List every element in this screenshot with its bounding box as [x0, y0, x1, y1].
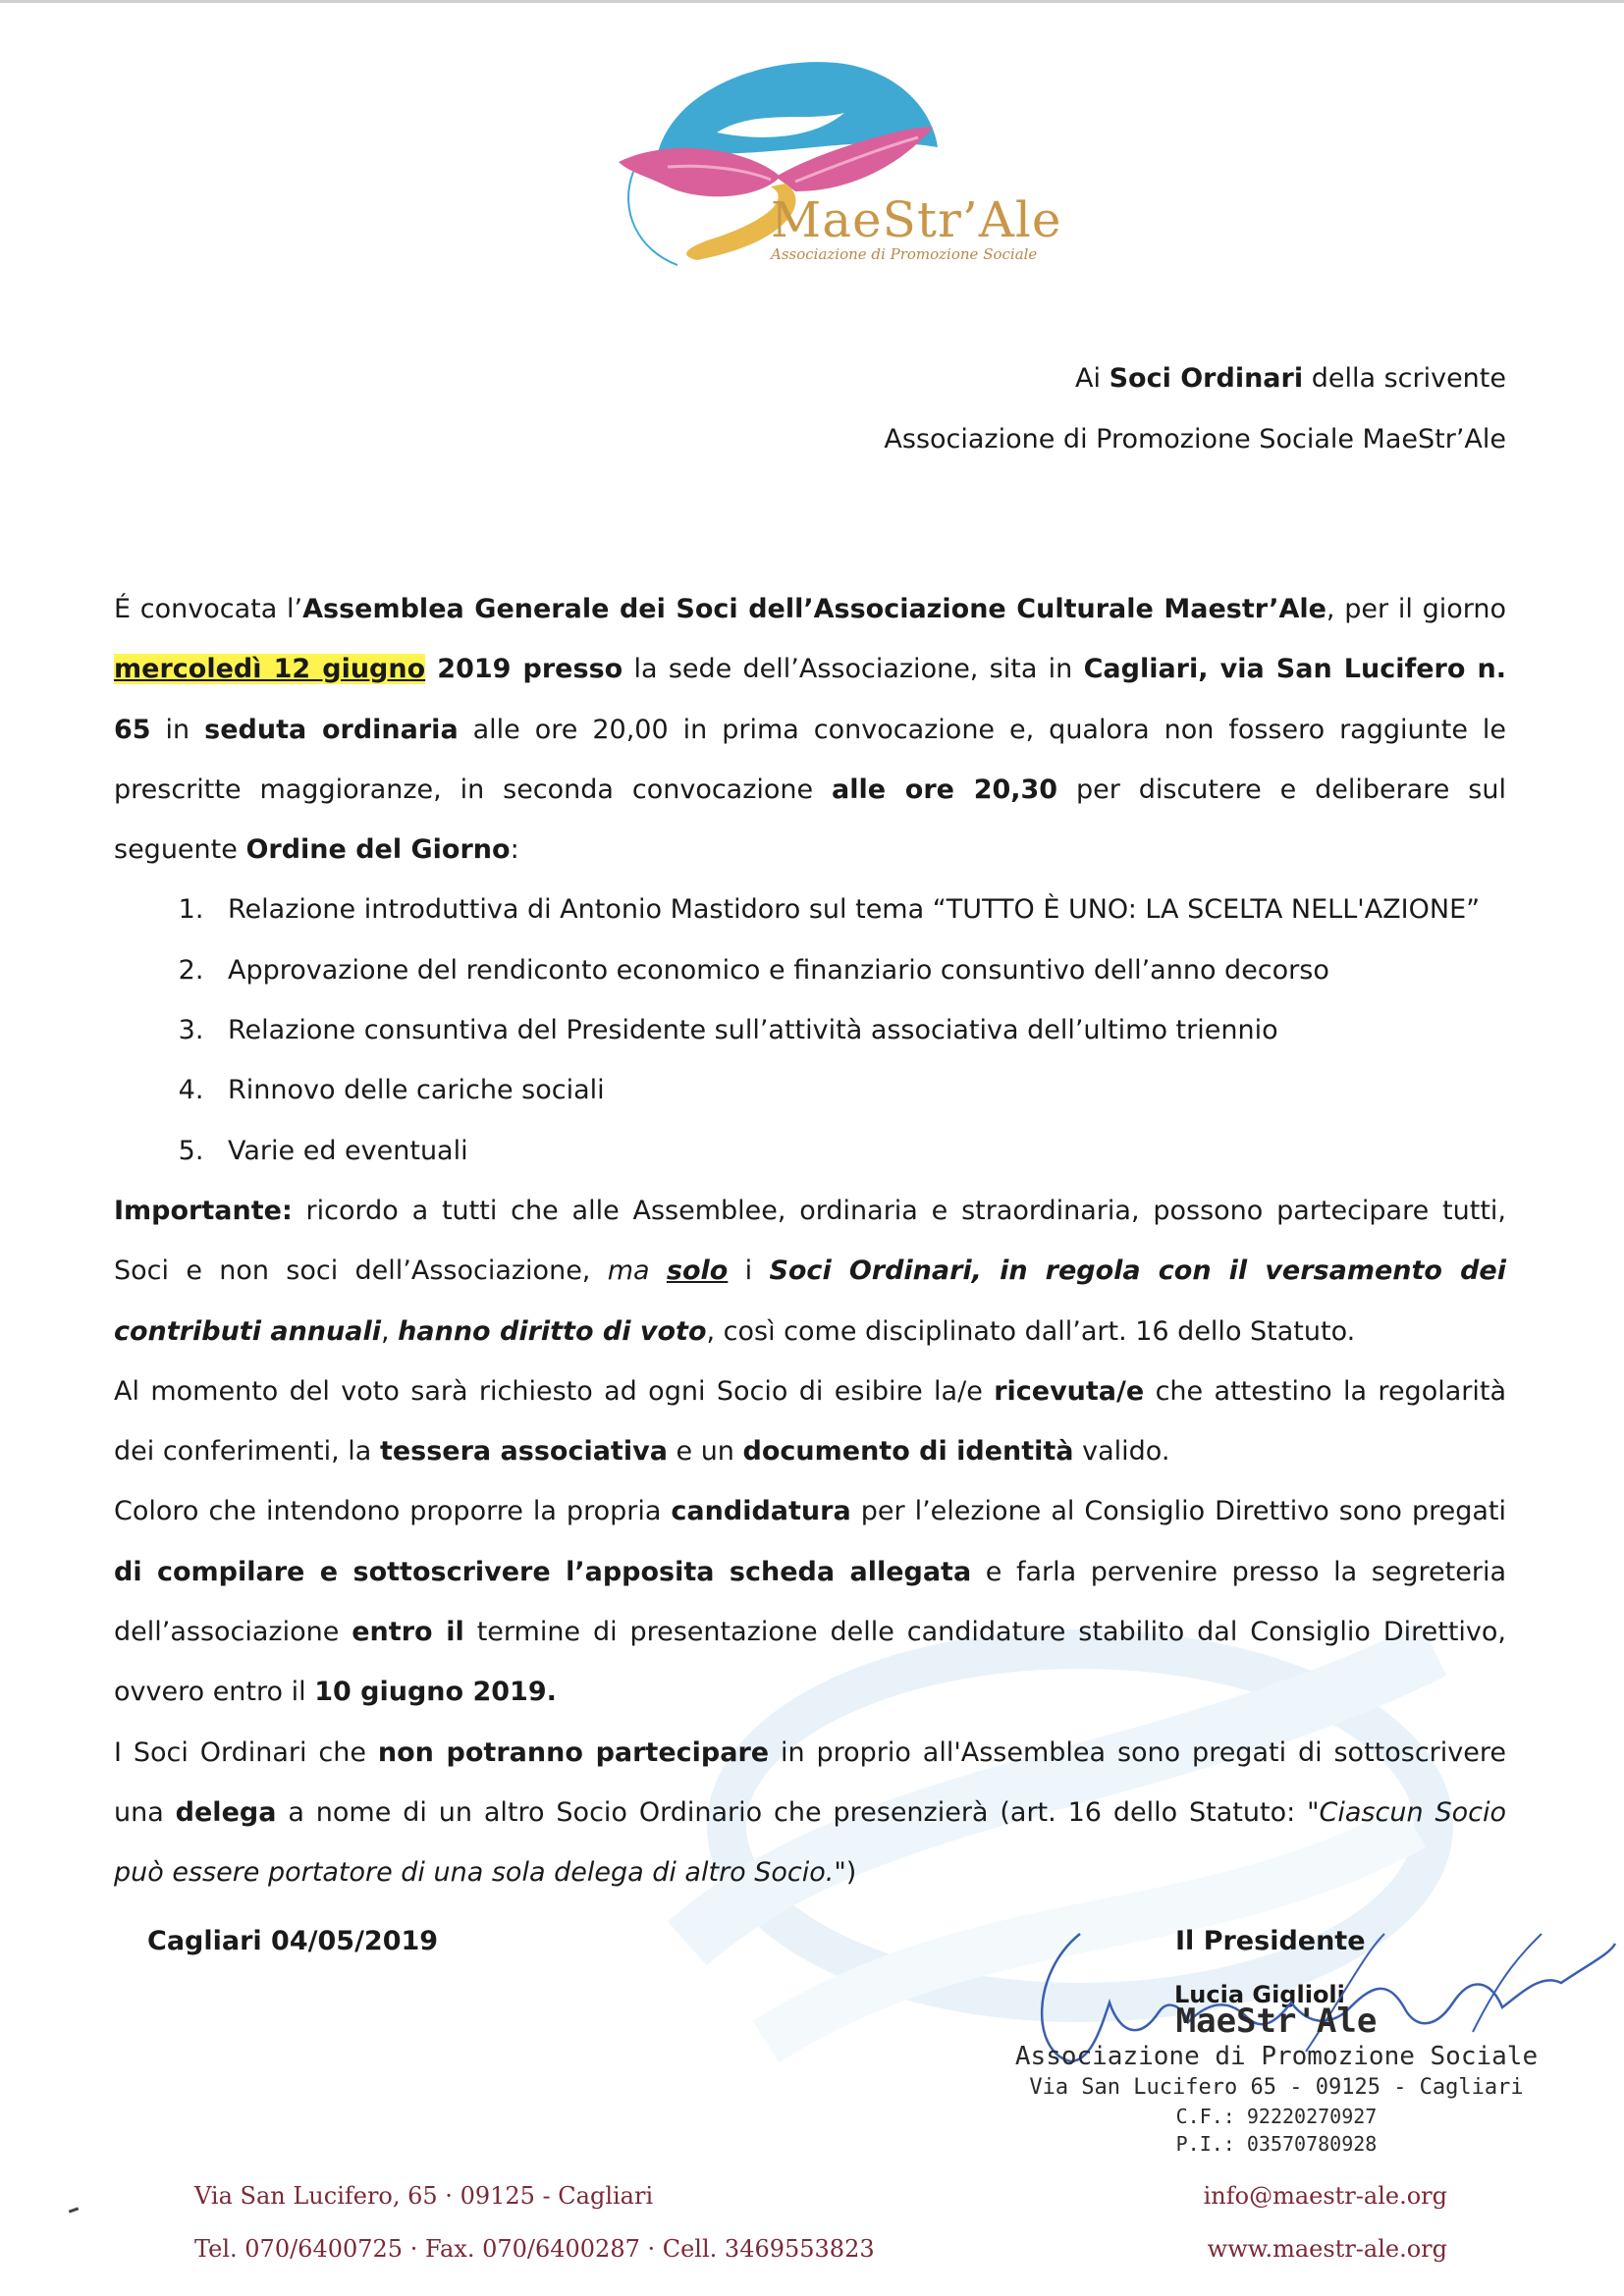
candidacy-text: per l’elezione al Consiglio Direttivo sono pregati	[850, 1496, 1507, 1527]
candidacy-bold: 10 giugno 2019.	[314, 1677, 557, 1708]
important-bold-italic: Soci Ordinari, in regola con il versamento dei contributi annuali	[114, 1255, 1506, 1347]
intro-text: in	[150, 714, 205, 745]
intro-text: la sede dell’Associazione, sita in	[623, 654, 1084, 685]
agenda-item: 2. Approvazione del rendiconto economico e finanziario consuntivo dell’anno decorso	[212, 940, 1506, 1000]
stamp-line-4: P.I.: 03570780928	[1175, 2132, 1378, 2156]
letter-body	[114, 579, 1506, 1903]
addressee-block	[884, 348, 1506, 470]
important-text: , così come disciplinato dall’art. 16 dello Statuto.	[706, 1315, 1356, 1347]
important-text: i	[728, 1255, 770, 1287]
addressee-bold: Soci Ordinari	[1109, 363, 1304, 394]
intro-text: :	[510, 834, 519, 866]
scan-mark	[69, 2207, 79, 2213]
intro-bold: Ordine del Giorno	[245, 834, 511, 866]
agenda-list	[114, 880, 1506, 1180]
intro-paragraph	[114, 579, 1506, 880]
important-label: Importante:	[114, 1195, 293, 1226]
stamp-line-2: Via San Lucifero 65 - 09125 - Cagliari	[1029, 2075, 1524, 2100]
addressee-line-2: Associazione di Promozione Sociale MaeStr’Ale	[884, 424, 1506, 454]
intro-text: alle ore 20,00 in prima convocazione e, qualora non fossero raggiunte le prescritte maggioranze, in seconda convocazione	[114, 714, 1507, 805]
candidacy-paragraph	[114, 1481, 1506, 1722]
candidacy-bold: di compilare e sottoscrivere l’apposita scheda allegata	[114, 1556, 972, 1587]
vote-bold: tessera associativa	[379, 1436, 668, 1468]
addressee-line-1	[884, 348, 1506, 409]
footer-email: info@maestr-ale.org	[1203, 2182, 1447, 2210]
letter-date: Cagliari 04/05/2019	[147, 1926, 439, 1956]
intro-bold: Cagliari, via San Lucifero n. 65	[114, 654, 1507, 745]
highlighted-date: mercoledì 12 giugno	[114, 654, 426, 685]
proxy-text: in proprio all'Assemblea sono pregati di sottoscrivere una	[114, 1736, 1506, 1828]
president-name: Lucia Giglioli	[1174, 1981, 1345, 2008]
vote-text: che attestino la regolarità dei conferimenti, la	[114, 1375, 1506, 1468]
vote-text: e un	[667, 1436, 743, 1468]
proxy-bold: delega	[175, 1796, 277, 1828]
logo-subtitle: Associazione di Promozione Sociale	[771, 245, 1038, 263]
candidacy-text: termine di presentazione delle candidature stabilito dal Consiglio Direttivo, ovvero entro il	[114, 1617, 1506, 1708]
important-text: ricordo a tutti che alle Assemblee, ordinaria e straordinaria, possono partecipare tutti, Soci e non soci dell’Associazione,	[114, 1195, 1506, 1287]
intro-bold: alle ore 20,30	[832, 774, 1058, 805]
important-italic: ma	[607, 1255, 650, 1287]
addressee-suffix: della scrivente	[1303, 363, 1506, 394]
footer-address: Via San Lucifero, 65 · 09125 - Cagliari	[194, 2182, 654, 2210]
footer-website: www.maestr-ale.org	[1207, 2235, 1447, 2263]
agenda-item: 4. Rinnovo delle cariche sociali	[212, 1060, 1506, 1120]
proxy-text: a nome di un altro Socio Ordinario che presenzierà (art. 16 dello Statuto: "	[276, 1796, 1320, 1828]
important-underlined: solo	[666, 1255, 729, 1287]
agenda-item: 1. Relazione introduttiva di Antonio Mastidoro sul tema “TUTTO È UNO: LA SCELTA NELL'AZIONE”	[212, 880, 1506, 939]
agenda-item: 5. Varie ed eventuali	[212, 1121, 1506, 1181]
important-paragraph	[114, 1181, 1506, 1362]
proxy-paragraph	[114, 1723, 1506, 1903]
vote-text: valido.	[1073, 1436, 1170, 1468]
agenda-item: 3. Relazione consuntiva del Presidente sull’attività associativa dell’ultimo triennio	[212, 1000, 1506, 1060]
association-stamp	[1001, 2002, 1551, 2158]
intro-bold: Assemblea Generale dei Soci dell’Associazione Culturale Maestr’Ale	[302, 594, 1326, 624]
intro-text: , per il giorno	[1326, 594, 1506, 624]
vote-paragraph	[114, 1362, 1506, 1482]
candidacy-text: e farla pervenire presso la segreteria dell’associazione	[114, 1556, 1506, 1648]
vote-bold: documento di identità	[742, 1436, 1074, 1468]
proxy-text: ")	[834, 1857, 857, 1889]
logo-name: MaeStr’Ale	[771, 191, 1062, 248]
proxy-bold: non potranno partecipare	[377, 1736, 770, 1768]
vote-text: Al momento del voto sarà richiesto ad ogni Socio di esibire la/e	[114, 1375, 995, 1407]
president-title: Il Presidente	[1175, 1926, 1366, 1956]
scan-top-edge	[0, 0, 1624, 3]
intro-bold: 2019 presso	[425, 654, 623, 685]
candidacy-text: Coloro che intendono proporre la propria	[114, 1496, 672, 1527]
stamp-line-3: C.F.: 92220270927	[1175, 2105, 1378, 2128]
addressee-prefix: Ai	[1075, 363, 1110, 394]
intro-text: per discutere e deliberare sul seguente	[114, 774, 1506, 866]
proxy-quote: Ciascun Socio può essere portatore di una sola delega di altro Socio.	[114, 1796, 1506, 1889]
footer-contacts	[194, 2169, 875, 2275]
important-bold-italic: hanno diritto di voto	[398, 1315, 707, 1347]
candidacy-bold: entro il	[352, 1617, 464, 1648]
stamp-line-1: Associazione di Promozione Sociale	[1014, 2042, 1539, 2071]
candidacy-bold: candidatura	[671, 1496, 851, 1527]
intro-text: É convocata l’	[114, 594, 303, 624]
footer-web	[1204, 2169, 1447, 2275]
stamp-name: MaeStr'Ale	[1175, 2002, 1378, 2041]
proxy-text: I Soci Ordinari che	[114, 1736, 378, 1768]
footer-phones: Tel. 070/6400725 · Fax. 070/6400287 · Cell. 3469553823	[194, 2235, 875, 2263]
vote-bold: ricevuta/e	[994, 1375, 1145, 1407]
intro-bold: seduta ordinaria	[204, 714, 459, 745]
important-text: ,	[380, 1315, 399, 1347]
